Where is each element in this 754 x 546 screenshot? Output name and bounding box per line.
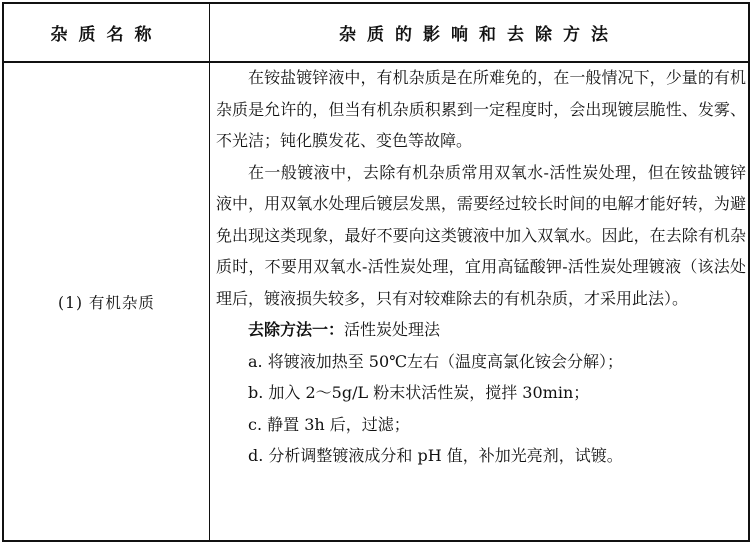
- step-c: c. 静置 3h 后，过滤；: [248, 414, 410, 434]
- method-name: 活性炭处理法: [344, 320, 441, 339]
- step-a: a. 将镀液加热至 50℃左右（温度高氯化铵会分解）；: [248, 351, 624, 371]
- method-title: 去除方法一：: [248, 320, 345, 339]
- header-impact-and-removal: 杂质的影响和去除方法: [339, 25, 619, 45]
- column-divider: [209, 4, 210, 540]
- step-d: d. 分析调整镀液成分和 pH 值，补加光亮剂，试镀。: [248, 446, 623, 465]
- method-heading: [216, 314, 746, 346]
- row-content: [216, 62, 746, 472]
- paragraph-removal-note: 在一般镀液中，去除有机杂质常用双氧水-活性炭处理，但在铵盐镀锌液中，用双氧水处理后镀层发黑，需要经过较长时间的电解才能好转，为避免出现这类现象，最好不要向这类镀液中加入双氧水。因此，在去除有机杂质时，不要用双氧水-活性炭处理，宜用高锰酸钾-活性炭处理镀液（该法处理后，镀液损失较多，只有对较难除去的有机杂质，才采用此法）。: [216, 162, 746, 308]
- paragraph-impact: 在铵盐镀锌液中，有机杂质是在所难免的，在一般情况下，少量的有机杂质是允许的，但当有机杂质积累到一定程度时，会出现镀层脆性、发雾、不光洁；钝化膜发花、变色等故障。: [216, 68, 746, 150]
- header-impurity-name: 杂质名称: [50, 25, 163, 45]
- step-b: b. 加入 2～5g/L 粉末状活性炭，搅拌 30min；: [248, 383, 590, 402]
- row-label-organic-impurity: (1) 有机杂质: [58, 293, 155, 312]
